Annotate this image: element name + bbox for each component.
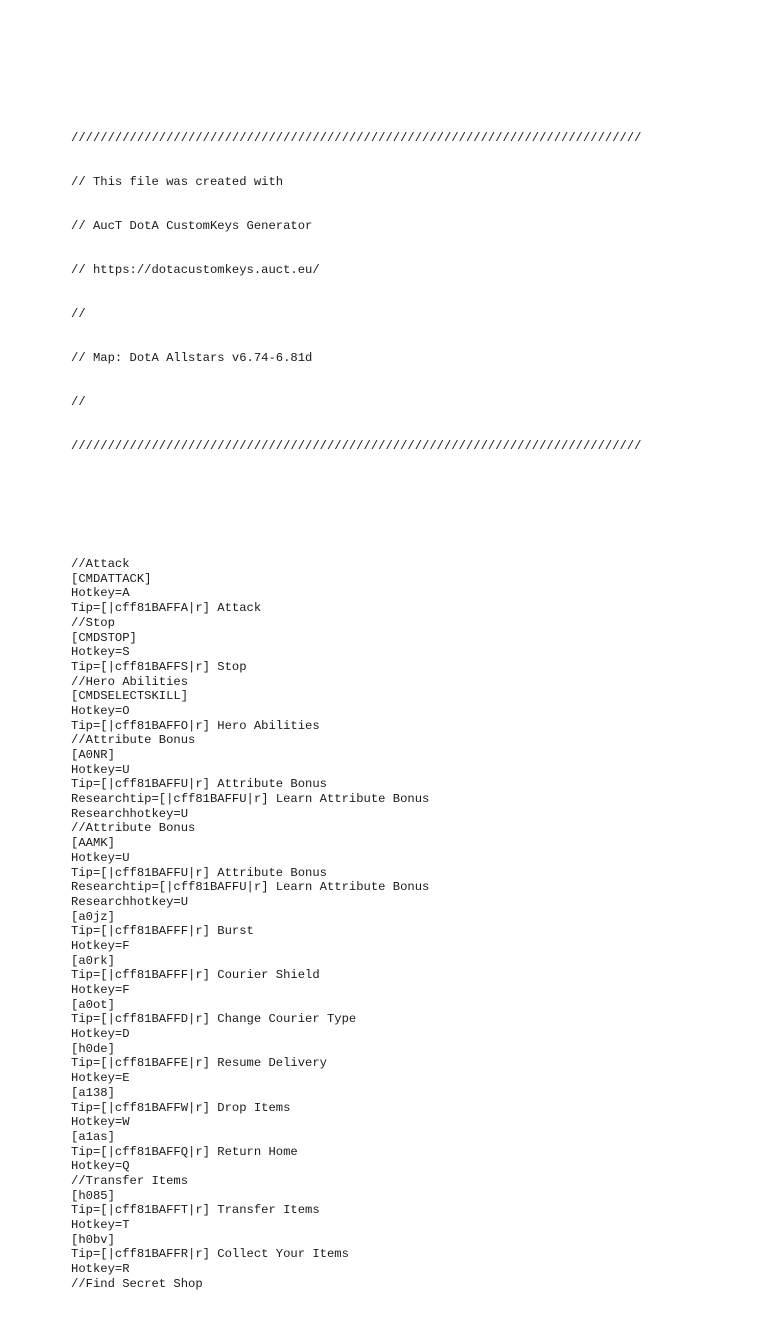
section-header-line: [a0rk] bbox=[71, 953, 115, 968]
section-header-line: [CMDATTACK] bbox=[71, 571, 152, 586]
comment-line: //Hero Abilities bbox=[71, 674, 189, 689]
section-header-line: [AAMK] bbox=[71, 836, 115, 851]
research-hotkey-line: Researchhotkey=U bbox=[71, 806, 189, 821]
header-rule-top: ////////////////////////////////////////////////////////////////////////////// bbox=[71, 130, 642, 145]
file-header-comment bbox=[71, 101, 641, 483]
section-header-line: [a0jz] bbox=[71, 909, 115, 924]
tip-line: Tip=[|cff81BAFFF|r] Burst bbox=[71, 924, 254, 939]
document-text bbox=[71, 72, 641, 1321]
hotkey-line: Hotkey=A bbox=[71, 586, 130, 601]
section-header-line: [h085] bbox=[71, 1188, 115, 1203]
tip-line: Tip=[|cff81BAFFW|r] Drop Items bbox=[71, 1100, 291, 1115]
header-line-generator: // AucT DotA CustomKeys Generator bbox=[71, 219, 313, 233]
header-line-blank-comment: // bbox=[71, 307, 86, 322]
section-header-line: [CMDSELECTSKILL] bbox=[71, 689, 189, 704]
tip-line: Tip=[|cff81BAFFO|r] Hero Abilities bbox=[71, 718, 320, 733]
section-header-line: [a0ot] bbox=[71, 997, 115, 1012]
tip-line: Tip=[|cff81BAFFS|r] Stop bbox=[71, 659, 247, 674]
hotkey-line: Hotkey=Q bbox=[71, 1159, 130, 1174]
research-tip-line: Researchtip=[|cff81BAFFU|r] Learn Attribute Bonus bbox=[71, 880, 430, 895]
section-header-line: [A0NR] bbox=[71, 748, 115, 762]
comment-line: //Find Secret Shop bbox=[71, 1276, 203, 1291]
tip-line: Tip=[|cff81BAFFF|r] Courier Shield bbox=[71, 968, 320, 983]
comment-line: //Attack bbox=[71, 557, 130, 572]
header-rule-bottom: ////////////////////////////////////////////////////////////////////////////// bbox=[71, 439, 642, 454]
comment-line: //Attribute Bonus bbox=[71, 821, 196, 836]
hotkey-line: Hotkey=R bbox=[71, 1262, 130, 1277]
hotkey-line: Hotkey=O bbox=[71, 703, 130, 718]
tip-line: Tip=[|cff81BAFFD|r] Change Courier Type bbox=[71, 1012, 357, 1027]
tip-line: Tip=[|cff81BAFFE|r] Resume Delivery bbox=[71, 1056, 327, 1071]
tip-line: Tip=[|cff81BAFFU|r] Attribute Bonus bbox=[71, 865, 327, 880]
header-line-created: // This file was created with bbox=[71, 174, 284, 189]
section-header-line: [h0de] bbox=[71, 1041, 115, 1056]
hotkey-line: Hotkey=S bbox=[71, 645, 130, 660]
hotkey-line: Hotkey=F bbox=[71, 938, 130, 953]
hotkey-line: Hotkey=W bbox=[71, 1115, 130, 1130]
hotkey-line: Hotkey=D bbox=[71, 1027, 130, 1042]
header-line-blank-comment: // bbox=[71, 395, 86, 410]
tip-line: Tip=[|cff81BAFFR|r] Collect Your Items bbox=[71, 1247, 349, 1262]
research-hotkey-line: Researchhotkey=U bbox=[71, 894, 189, 909]
hotkey-line: Hotkey=U bbox=[71, 850, 130, 865]
section-header-line: [CMDSTOP] bbox=[71, 630, 137, 645]
header-line-map: // Map: DotA Allstars v6.74-6.81d bbox=[71, 351, 313, 366]
tip-line: Tip=[|cff81BAFFU|r] Attribute Bonus bbox=[71, 777, 327, 792]
hotkey-line: Hotkey=F bbox=[71, 983, 130, 997]
hotkey-line: Hotkey=T bbox=[71, 1218, 130, 1232]
tip-line: Tip=[|cff81BAFFQ|r] Return Home bbox=[71, 1144, 298, 1159]
header-line-url: // https://dotacustomkeys.auct.eu/ bbox=[71, 263, 320, 278]
comment-line: //Stop bbox=[71, 615, 115, 630]
tip-line: Tip=[|cff81BAFFA|r] Attack bbox=[71, 601, 262, 616]
blank-line bbox=[71, 513, 641, 528]
comment-line: //Transfer Items bbox=[71, 1173, 189, 1188]
section-header-line: [a138] bbox=[71, 1085, 115, 1100]
tip-line: Tip=[|cff81BAFFT|r] Transfer Items bbox=[71, 1203, 320, 1218]
hotkey-line: Hotkey=E bbox=[71, 1071, 130, 1086]
hotkey-entries bbox=[71, 557, 641, 1291]
section-header-line: [a1as] bbox=[71, 1129, 115, 1144]
research-tip-line: Researchtip=[|cff81BAFFU|r] Learn Attribute Bonus bbox=[71, 792, 430, 807]
comment-line: //Attribute Bonus bbox=[71, 733, 196, 748]
section-header-line: [h0bv] bbox=[71, 1232, 115, 1247]
hotkey-line: Hotkey=U bbox=[71, 762, 130, 777]
